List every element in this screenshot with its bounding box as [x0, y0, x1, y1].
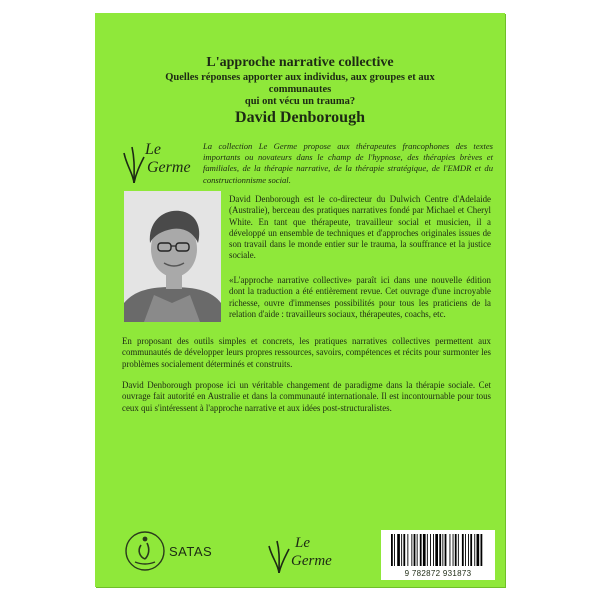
- book-back-cover: [95, 13, 505, 587]
- collection-intro: La collection Le Germe propose aux thérapeutes francophones des textes importants ou novateurs dans le champ de l'hypnose, des thérapies brèves et familiales, de la thérapie narrative, de la thérapie stratégique, de l'EMDR et du constructionnisme social.: [203, 141, 493, 185]
- le-germe-logo-bottom: [267, 531, 347, 577]
- logo-text-le: Le: [145, 141, 161, 158]
- satas-emblem-icon: [123, 529, 167, 573]
- body-paragraph-paradigm: David Denborough propose ici un véritable changement de paradigme dans la thérapie sociale. Cet ouvrage fait autorité en Australie et dans la communauté internationale. Il est incontournable pour tous ceux qui s'intéressent à l'approche narrative et aux idées post-structuralistes.: [122, 380, 491, 413]
- author-bio: David Denborough est le co-directeur du Dulwich Centre d'Adelaide (Australie), berceau des pratiques narratives fondé par Michael et Cheryl White. En tant que thérapeute, travailleur social et musicien, il a développé un ensemble de techniques et d'approches originales issues de son travail dans le monde entier sur le trauma, la souffrance et la justice sociale.: [229, 194, 491, 261]
- author-photo: [124, 191, 221, 322]
- sprout-icon: [267, 537, 291, 573]
- book-title: L'approche narrative collective: [206, 55, 394, 70]
- logo-text-germe: Germe: [291, 553, 332, 569]
- body-paragraph-tools: En proposant des outils simples et concrets, les pratiques narratives collectives permettent aux communautés de développer leurs propres ressources, savoirs, compétences et récits pour surmonter les problèmes socialement déterminés et construits.: [122, 336, 491, 369]
- subtitle-line-2: qui ont vécu un trauma?: [244, 96, 356, 107]
- isbn-number: 9 782872 931873: [404, 569, 472, 578]
- le-germe-logo: [123, 139, 197, 189]
- author-name: David Denborough: [235, 109, 365, 126]
- satas-label: SATAS: [169, 544, 213, 559]
- barcode-icon: [381, 530, 495, 568]
- sprout-icon: [123, 143, 145, 183]
- isbn-barcode: [381, 530, 495, 580]
- logo-text-germe: Germe: [147, 159, 191, 176]
- logo-text-le: Le: [295, 535, 310, 551]
- book-description: «L'approche narrative collective» paraît ici dans une nouvelle édition dont la traduction a été entièrement revue. Cet ouvrage d'une incroyable richesse, ouvre d'immenses possibilités pour tous les praticiens de la relation d'aide : travailleurs sociaux, thérapeutes, coachs, etc.: [229, 275, 491, 319]
- book-subtitle: [135, 72, 465, 108]
- subtitle-line-1: Quelles réponses apporter aux individus, aux groupes et aux communautes: [165, 72, 435, 95]
- satas-publisher-logo: [123, 529, 233, 574]
